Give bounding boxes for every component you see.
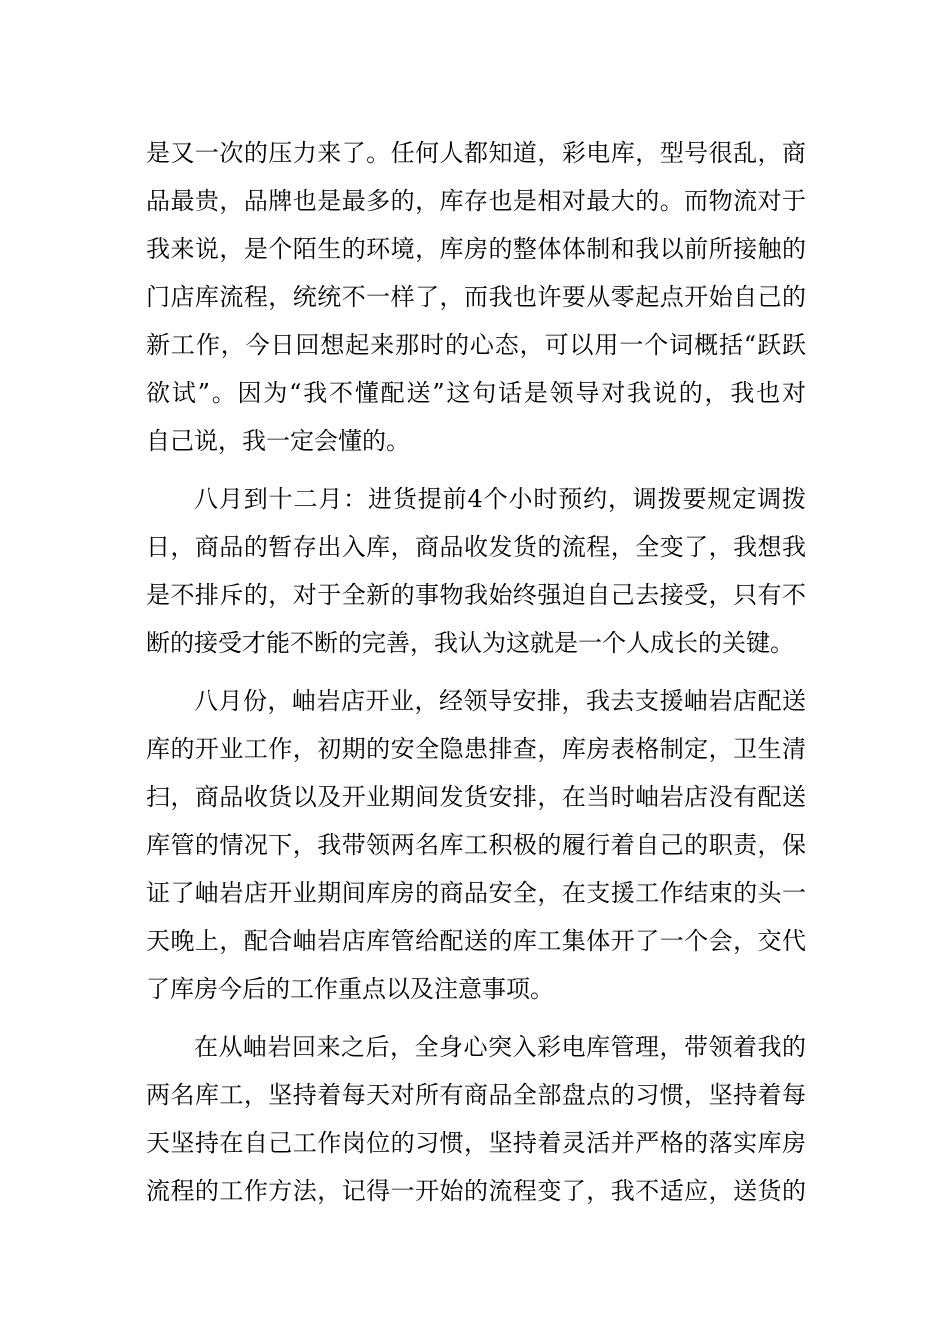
paragraph-line: 自己说，我一定会懂的。 [146, 427, 410, 455]
paragraph-line: 八月份，岫岩店开业，经领导安排，我去支援岫岩店配送 [194, 687, 806, 715]
paragraph-line: 品最贵，品牌也是最多的，库存也是相对最大的。而物流对于 [146, 187, 806, 215]
paragraph-line: 门店库流程，统统不一样了，而我也许要从零起点开始自己的 [146, 283, 806, 311]
paragraph-line: 我来说，是个陌生的环境，库房的整体体制和我以前所接触的 [146, 235, 806, 263]
paragraph-line: 了库房今后的工作重点以及注意事项。 [146, 975, 554, 1003]
paragraph-line: 新工作，今日回想起来那时的心态，可以用一个词概括“跃跃 [146, 331, 806, 359]
paragraph-line: 库管的情况下，我带领两名库工积极的履行着自己的职责，保 [146, 831, 806, 859]
paragraph-line: 两名库工，坚持着每天对所有商品全部盘点的习惯，坚持着每 [146, 1081, 806, 1109]
paragraph-line: 库的开业工作，初期的安全隐患排查，库房表格制定，卫生清 [146, 735, 806, 763]
paragraph-line: 是不排斥的，对于全新的事物我始终强迫自己去接受，只有不 [146, 581, 806, 609]
paragraph-line: 日，商品的暂存出入库，商品收发货的流程，全变了，我想我 [146, 533, 806, 561]
paragraph-line: 是又一次的压力来了。任何人都知道，彩电库，型号很乱，商 [146, 139, 806, 167]
paragraph-line: 天坚持在自己工作岗位的习惯，坚持着灵活并严格的落实库房 [146, 1129, 806, 1157]
paragraph-line: 在从岫岩回来之后，全身心突入彩电库管理，带领着我的 [194, 1033, 806, 1061]
paragraph-line: 天晚上，配合岫岩店库管给配送的库工集体开了一个会，交代 [146, 927, 806, 955]
paragraph-line: 八月到十二月：进货提前4个小时预约，调拨要规定调拨 [194, 485, 806, 513]
paragraph-line: 扫，商品收货以及开业期间发货安排，在当时岫岩店没有配送 [146, 783, 806, 811]
paragraph-line: 欲试”。因为“我不懂配送”这句话是领导对我说的，我也对 [146, 379, 806, 407]
paragraph-line: 证了岫岩店开业期间库房的商品安全，在支援工作结束的头一 [146, 879, 806, 907]
paragraph-line: 流程的工作方法，记得一开始的流程变了，我不适应，送货的 [146, 1177, 806, 1205]
paragraph-line: 断的接受才能不断的完善，我认为这就是一个人成长的关键。 [146, 629, 794, 657]
